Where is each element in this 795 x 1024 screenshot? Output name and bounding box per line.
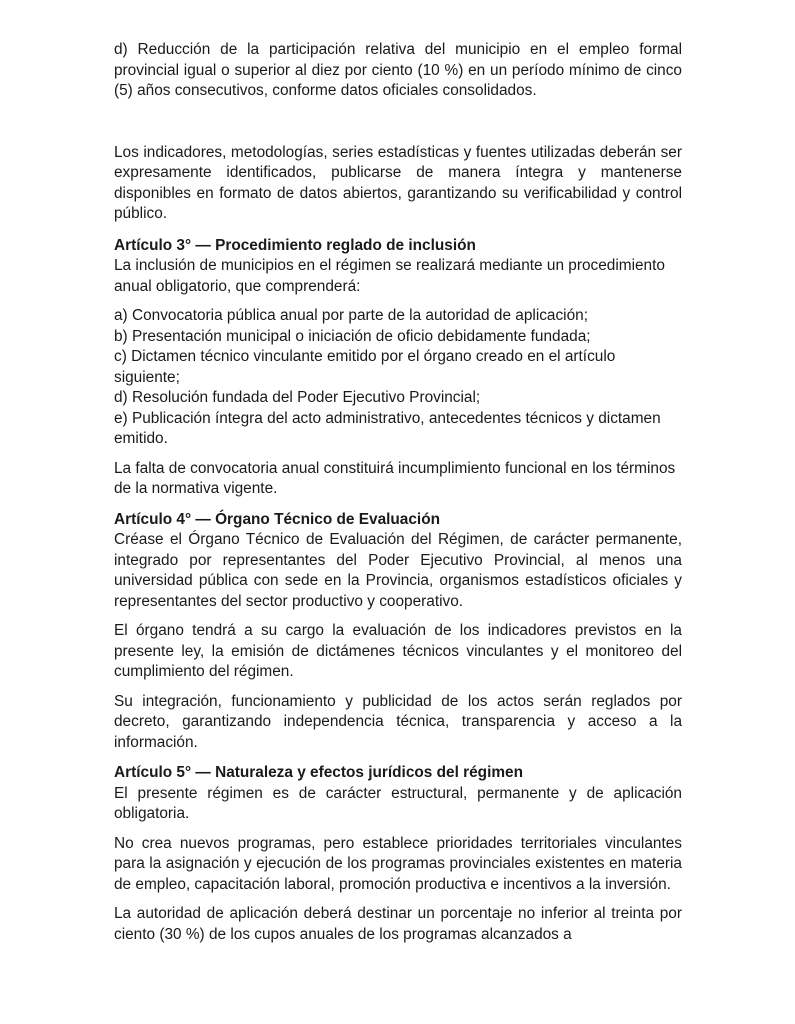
article-5-paragraph-3: La autoridad de aplicación deberá destinar un porcentaje no inferior al treinta por ciento (30 %) de los cupos anuales de los programas alcanzados a [114, 905, 682, 943]
list-item: c) Dictamen técnico vinculante emitido por el órgano creado en el artículo siguiente; [114, 348, 616, 386]
article-3-intro: La inclusión de municipios en el régimen se realizará mediante un procedimiento anual obligatorio, que comprenderá: [114, 257, 665, 295]
article-4-paragraph-2: El órgano tendrá a su cargo la evaluación de los indicadores previstos en la presente ley, la emisión de dictámenes técnicos vinculantes y el monitoreo del cumplimiento del régimen. [114, 622, 682, 680]
article-5-paragraph-2: No crea nuevos programas, pero establece prioridades territoriales vinculantes para la asignación y ejecución de los programas provinciales existentes en materia de empleo, capacitación laboral, promoción productiva e incentivos a la inversión. [114, 834, 682, 893]
article-3-heading: Artículo 3° — Procedimiento reglado de inclusión [114, 236, 476, 254]
article-4-heading: Artículo 4° — Órgano Técnico de Evaluación [114, 510, 441, 528]
paragraph-item-d: d) Reducción de la participación relativa del municipio en el empleo formal provincial igual o superior al diez por ciento (10 %) en un período mínimo de cinco (5) años consecutivos, conforme datos oficiales consolidados. [114, 41, 682, 99]
list-item: e) Publicación íntegra del acto administrativo, antecedentes técnicos y dictamen emitido. [114, 409, 661, 447]
list-item: d) Resolución fundada del Poder Ejecutivo Provincial; [114, 389, 481, 406]
article-5-heading: Artículo 5° — Naturaleza y efectos jurídicos del régimen [114, 764, 523, 781]
article-5-paragraph-1: El presente régimen es de carácter estructural, permanente y de aplicación obligatoria. [114, 784, 682, 822]
document-page [114, 40, 682, 945]
article-3-list [114, 306, 682, 450]
article-3-falta: La falta de convocatoria anual constituirá incumplimiento funcional en los términos de la normativa vigente. [114, 459, 676, 497]
article-4-paragraph-1: Créase el Órgano Técnico de Evaluación del Régimen, de carácter permanente, integrado por representantes del Poder Ejecutivo Provincial, al menos una universidad pública con sede en la Provincia, organismos estadísticos oficiales y representantes del sector productivo y cooperativo. [114, 531, 682, 610]
list-item: a) Convocatoria pública anual por parte de la autoridad de aplicación; [114, 307, 588, 324]
list-item: b) Presentación municipal o iniciación de oficio debidamente fundada; [114, 327, 591, 345]
paragraph-indicadores: Los indicadores, metodologías, series estadísticas y fuentes utilizadas deberán ser expresamente identificados, publicarse de manera íntegra y mantenerse disponibles en formato de datos abiertos, garantizando su verificabilidad y control público. [114, 143, 682, 222]
article-4-paragraph-3: Su integración, funcionamiento y publicidad de los actos serán reglados por decreto, garantizando independencia técnica, transparencia y acceso a la información. [114, 692, 682, 751]
